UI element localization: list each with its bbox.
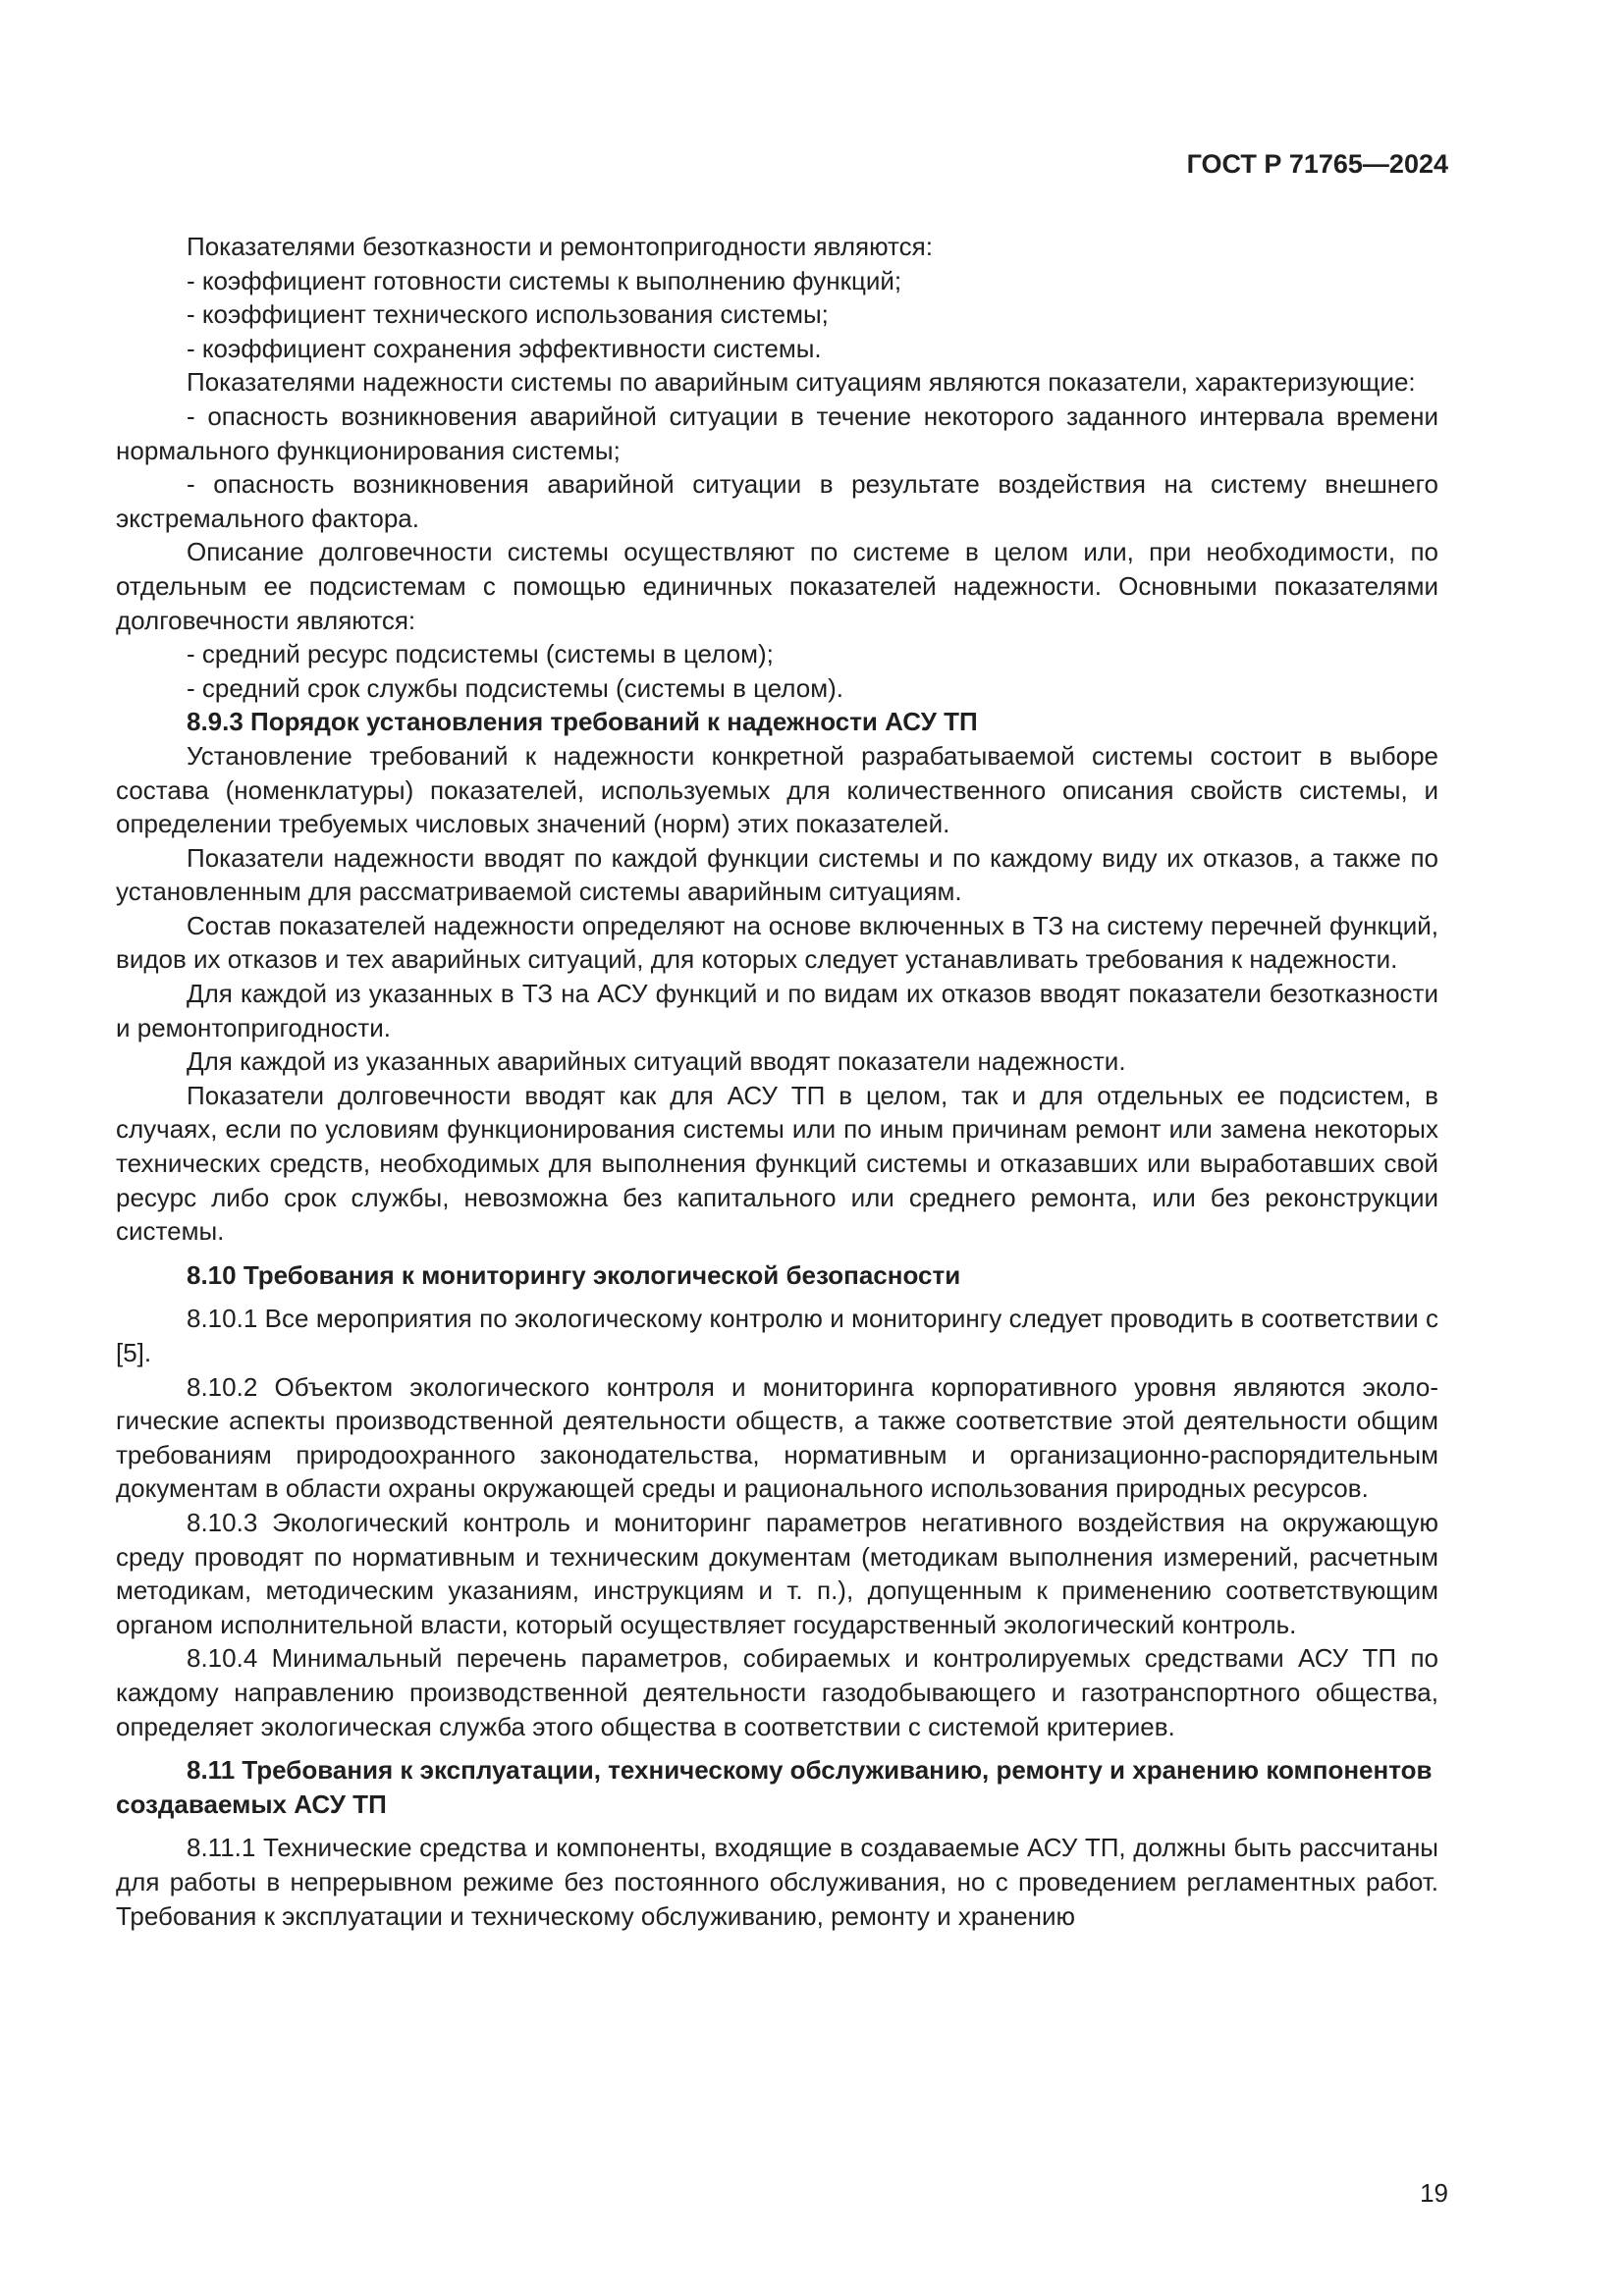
- section-heading-8-10: 8.10 Требования к мониторингу экологической безопасности: [187, 1259, 961, 1290]
- list-item: - коэффициент сохранения эффективности системы.: [187, 333, 822, 363]
- list-item: - опасность возникновения аварийной ситуации в течение некоторого заданного интервала времени нормального функционирования системы;: [116, 400, 1438, 465]
- paragraph: Показатели долговечности вводят как для АСУ ТП в целом, так и для отдельных ее подсистем, в случаях, если по условиям функционирования системы или по иным причинам ремонт или замена некоторых технических средств, необходимых для выполнения функций системы и отказавших или выработавших свой ресурс либо срок службы, невозможна без капитального или среднего ремонта, или без реконструкции системы.: [116, 1080, 1438, 1247]
- paragraph: Установление требований к надежности конкретной разрабатываемой системы состоит в выборе состава (номенклатуры) показателей, используемых для количественного описания свойств системы, и определении требуемых числовых значений (норм) этих показателей.: [116, 740, 1438, 839]
- list-item: - средний ресурс подсистемы (системы в целом);: [187, 639, 774, 669]
- paragraph: Показатели надежности вводят по каждой функции системы и по каждому виду их отказов, а также по установленным для рассматриваемой системы аварийным ситуациям.: [116, 842, 1438, 907]
- page-body: [116, 230, 1438, 1933]
- paragraph: Показателями надежности системы по аварийным ситуациям являются показатели, характеризующие:: [187, 367, 1416, 398]
- paragraph: 8.10.3 Экологический контроль и мониторинг параметров негативного воздействия на окружающую среду проводят по нормативным и техническим документам (методикам выполнения измерений, расчетным методикам, методическим указаниям, инструкциям и т. п.), допущенным к применению соответствующим органом исполнительной власти, который осуществляет государственный экологический контроль.: [116, 1507, 1438, 1639]
- list-item: - опасность возникновения аварийной ситуации в результате воздействия на систему внешнего экстремального фактора.: [116, 469, 1438, 533]
- paragraph: 8.10.1 Все мероприятия по экологическому контролю и мониторингу следует проводить в соответствии с [5].: [116, 1304, 1438, 1367]
- paragraph: Описание долговечности системы осуществляют по системе в целом или, при необходимости, по отдельным ее подсистемам с помощью единичных показателей надежности. Основными показателями долговечности являются:: [116, 537, 1438, 635]
- section-heading-8-11: 8.11 Требования к эксплуатации, техническому обслуживанию, ремонту и хранению компонентов создаваемых АСУ ТП: [116, 1755, 1433, 1819]
- paragraph: 8.10.2 Объектом экологического контроля и мониторинга корпоративного уровня являются экологические аспекты производственной деятельности обществ, а также соответствие этой деятельности общим требованиям природоохранного законодательства, нормативным и организационно-распорядительным документам в области охраны окружающей среды и рационального использования природных ресурсов.: [116, 1371, 1438, 1504]
- subsection-heading-8-9-3: 8.9.3 Порядок установления требований к надежности АСУ ТП: [187, 707, 978, 737]
- list-item: - коэффициент технического использования системы;: [187, 299, 829, 330]
- paragraph: Состав показателей надежности определяют на основе включенных в ТЗ на систему перечней функций, видов их отказов и тех аварийных ситуаций, для которых следует устанавливать требования к надежности.: [116, 910, 1438, 975]
- paragraph: Показателями безотказности и ремонтопригодности являются:: [187, 232, 933, 261]
- paragraph: 8.11.1 Технические средства и компоненты, входящие в создаваемые АСУ ТП, должны быть рассчитаны для работы в непрерывном режиме без постоянного обслуживания, но с проведением регламентных работ. Требования к эксплуатации и техническому обслуживанию, ремонту и хранению: [116, 1833, 1438, 1931]
- list-item: - коэффициент готовности системы к выполнению функций;: [187, 265, 902, 295]
- page-number: 19: [1420, 2178, 1448, 2208]
- paragraph: Для каждой из указанных в ТЗ на АСУ функций и по видам их отказов вводят показатели безотказности и ремонтопригодности.: [116, 979, 1438, 1042]
- list-item: - средний срок службы подсистемы (системы в целом).: [187, 672, 843, 703]
- paragraph: Для каждой из указанных аварийных ситуаций вводят показатели надежности.: [187, 1046, 1126, 1077]
- paragraph: 8.10.4 Минимальный перечень параметров, собираемых и контролируемых средствами АСУ ТП по каждому направлению производственной деятельности газодобывающего и газотранспортного общества, определяет экологическая служба этого общества в соответствии с системой критериев.: [116, 1643, 1438, 1741]
- document-code-header: ГОСТ Р 71765—2024: [1186, 149, 1448, 179]
